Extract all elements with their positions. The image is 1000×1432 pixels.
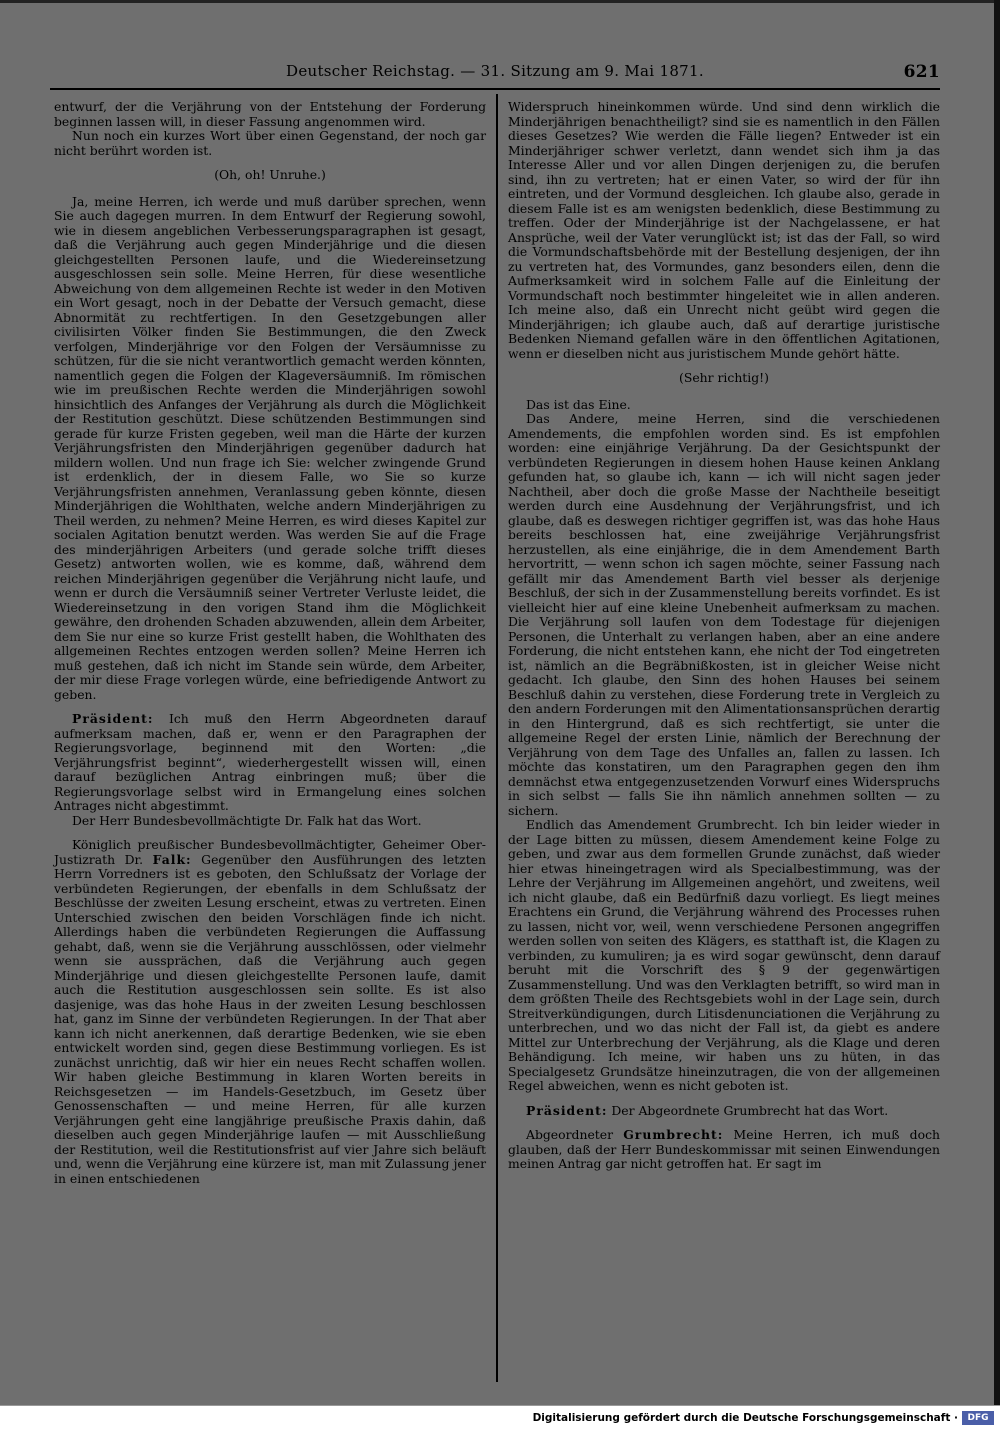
paragraph-text: Gegenüber den Ausführungen des letzten Herrn Vorredners ist es geboten, den Schlußsatz der Vorlage der verbündeten Regierungen, der ebenfalls in dem Schlußsatz der Beschlüsse der zweiten Lesung erscheint, etwas zu vertreten. Einen Unterschied zwischen den beiden Vorschlägen finde ich nicht. Allerdings haben die verbündeten Regierungen die Auffassung gehabt, daß, wenn sie die Verjährung ausschlössen, oder vielmehr wenn sie aussprächen, daß die Verjährung auch gegen Minderjährige und diesen gleichgestellte Personen laufe, damit auch die Restitution ausgeschlossen sein sollte. Es ist also dasjenige, was das hohe Haus in der zweiten Lesung beschlossen hat, ganz im Sinne der verbündeten Regierungen. In der That aber kann ich nicht anerkennen, daß derartige Bedenken, wie sie eben entwickelt worden sind, gegen diese Bestimmung vorliegen. Es ist zunächst unrichtig, daß wir hier ein neues Recht schaffen wollen. Wir haben gleiche Bestimmung in klaren Worten bereits in Reichsgesetzen — im Handels-Gesetzbuch, im Gesetz über Genossenschaften — und meine Herren, für alle kurzen Verjährungen geht eine langjährige preußische Praxis dahin, daß dieselben auch gegen Minderjährige laufen — mit Ausschließung der Restitution, weil die Restitutionsfrist auf vier Jahre sich beläuft und, wenn die Verjährung eine kürzere ist, man mit Zulassung jener in einen entschiedenen	[54, 851, 486, 1186]
paragraph-text: entwurf, der die Verjährung von der Entstehung der Forderung beginnen lassen will, in dieser Fassung angenommen wird.	[54, 99, 486, 129]
paragraph	[508, 1128, 940, 1172]
header-rule	[50, 88, 940, 90]
paragraph-text: Der Abgeordnete Grumbrecht hat das Wort.	[607, 1102, 889, 1118]
paragraph-text: Endlich das Amendement Grumbrecht. Ich bin leider wieder in der Lage bitten zu müssen, diesem Amendement keine Folge zu geben, und zwar aus dem formellen Grunde zunächst, daß wieder hier etwas hineingetragen wird als Specialbestimmung, was der Lehre der Verjährung im Allgemeinen angehört, und zweitens, weil ich nicht glaube, daß ein Bedürfniß dazu vorliegt. Es liegt meines Erachtens ein Grund, die Verjährung während des Processes ruhen zu lassen, nicht vor, weil, wenn verschiedene Personen angegriffen werden sollen von seiten des Klägers, es statthaft ist, die Klagen zu verbinden, zu kumuliren; ja es wird sogar gewünscht, denn darauf beruht mit die Vorschrift des § 9 der gegenwärtigen Zusammenstellung. Und was den Verklagten betrifft, so wird man in dem größten Theile des Rechtsgebiets wohl in der Lage sein, durch Streitverkündigungen, durch Litisdenunciationen die Verjährung zu unterbrechen, und wo das nicht der Fall ist, da giebt es andere Mittel zur Unterbrechung der Verjährung, als die Klage und deren Behändigung. Ich meine, wir haben uns zu hüten, in das Specialgesetz Grundsätze hineinzutragen, die von der allgemeinen Regel abweichen, wenn es nicht geboten ist.	[508, 817, 940, 1093]
paragraph-text: Nun noch ein kurzes Wort über einen Gegenstand, der noch gar nicht berührt worden ist.	[54, 128, 486, 158]
paragraph	[508, 371, 940, 386]
paragraph	[54, 838, 486, 1186]
paragraph	[54, 195, 486, 703]
paragraph-text: (Sehr richtig!)	[679, 370, 769, 385]
funding-credit: Digitalisierung gefördert durch die Deutsche Forschungsgemeinschaft ·	[532, 1412, 958, 1424]
paragraph	[54, 814, 486, 829]
speaker-name: Falk:	[152, 851, 192, 867]
paragraph	[508, 1104, 940, 1119]
running-title: Deutscher Reichstag. — 31. Sitzung am 9. Mai 1871.	[286, 62, 704, 80]
paragraph	[54, 100, 486, 129]
paragraph	[508, 818, 940, 1094]
speaker-name: Präsident:	[72, 711, 154, 726]
paragraph-text: Königlich preußischer Bundesbevollmächtigter, Geheimer Ober-Justizrath Dr.	[54, 837, 486, 867]
footer-bar	[0, 1405, 1000, 1432]
paragraph-text: (Oh, oh! Unruhe.)	[214, 167, 326, 182]
paragraph	[508, 398, 940, 413]
scan-edge-right	[994, 0, 1000, 1432]
paragraph-text: Meine Herren, ich muß doch glauben, daß der Herr Bundeskommissar mit seinen Einwendungen meinen Antrag gar nicht getroffen hat. Er sagt im	[508, 1127, 940, 1171]
paragraph-text: Der Herr Bundesbevollmächtigte Dr. Falk hat das Wort.	[72, 812, 422, 828]
paragraph	[508, 412, 940, 818]
paragraph-text: Ja, meine Herren, ich werde und muß darüber sprechen, wenn Sie auch dagegen murren. In dem Entwurf der Regierung sowohl, wie in diesem angeblichen Verbesserungsparagraphen ist gesagt, daß die Verjährung auch gegen Minderjährige und die diesen gleichgestellten Personen laufe, und die Wiedereinsetzung ausgeschlossen sein solle. Meine Herren, für diese wesentliche Abweichung von dem allgemeinen Rechte ist weder in den Motiven ein Wort gesagt, noch in der Debatte der Versuch gemacht, diese Abnormität zu rechtfertigen. In den Gesetzgebungen aller civilisirten Völker finden Sie Bestimmungen, die den Zweck verfolgen, Minderjährige vor den Folgen der Versäumnisse zu schützen, für die sie nicht verantwortlich gemacht werden könnten, namentlich gegen die Folgen der Klageversäumniß. Im römischen wie im preußischen Rechte werden die Minderjährigen sowohl hinsichtlich des Anfanges der Verjährung als durch die Möglichkeit der Restitution geschützt. Diese schützenden Bestimmungen sind gerade für kurze Fristen gegeben, weil man die Härte der kurzen Verjährungsfristen den Minderjährigen gegenüber dadurch hat mildern wollen. Und nun frage ich Sie: welcher zwingende Grund ist erdenklich, der in diesem Falle, wo Sie so kurze Verjährungsfristen annehmen, Veranlassung geben könnte, diesen Minderjährigen die Wohlthaten, welche andern Minderjährigen zu Theil werden, zu nehmen? Meine Herren, es wird dieses Kapitel zur socialen Agitation benutzt werden. Was werden Sie auf die Frage des minderjährigen Arbeiters (und gerade solche trifft dieses Gesetz) antworten wollen, wie es komme, daß, während dem reichen Minderjährigen gegenüber die Verjährung nicht laufe, und wenn er durch die Versäumniß seiner Vertreter Verluste leidet, die Wiedereinsetzung in den vorigen Stand ihm die Möglichkeit gewähre, den drohenden Schaden abzuwenden, allein dem Arbeiter, dem Sie nur eine so kurze Frist gestellt haben, die Wohlthaten des allgemeinen Rechtes entzogen werden sollen? Meine Herren ich muß gestehen, daß ich nicht im Stande sein würde, dem Arbeiter, der mir diese Frage vorlegen würde, eine befriedigende Antwort zu geben.	[54, 193, 486, 702]
right-column	[508, 100, 940, 1172]
paragraph-text: Das ist das Eine.	[526, 396, 631, 412]
column-divider	[496, 94, 498, 1382]
dfg-logo: DFG	[962, 1411, 994, 1425]
paragraph	[54, 712, 486, 814]
paragraph	[54, 168, 486, 183]
scan-edge-top	[0, 0, 1000, 3]
speaker-name: Grumbrecht:	[623, 1127, 724, 1142]
paragraph	[54, 129, 486, 158]
paragraph	[508, 100, 940, 361]
page-number: 621	[903, 62, 940, 82]
paragraph-text: Abgeordneter	[526, 1127, 624, 1142]
left-column	[54, 100, 486, 1186]
speaker-name: Präsident:	[526, 1102, 608, 1118]
paragraph-text: Widerspruch hineinkommen würde. Und sind denn wirklich die Minderjährigen benachtheiligt? sind sie es namentlich in den Fällen dieses Gesetzes? Wie werden die Fälle liegen? Entweder ist ein Minderjähriger schwer verletzt, dann wendet sich ihm ja das Interesse Aller und vor allen Dingen derjenigen zu, die berufen sind, ihn zu vertreten; hat er einen Vater, so wird der für ihn eintreten, und der Vormund desgleichen. Ich glaube also, gerade in diesem Falle ist es am wenigsten bedenklich, diese Bestimmung zu treffen. Oder der Minderjährige ist der Nachgelassene, er hat Ansprüche, weil der Vater verunglückt ist; ist das der Fall, so wird die Vormundschaftsbehörde mit der Bestellung desjenigen, der ihn zu vertreten hat, des Vormundes, ganz besonders eilen, denn die Aufmerksamkeit wird in solchem Falle auf die Einleitung der Vormundschaft noch bestimmter hingeleitet wie in allen anderen. Ich meine also, daß ein Unrecht nicht geübt wird gegen die Minderjährigen; ich glaube auch, daß auf derartige juristische Bedenken Niemand gefallen wäre in den öffentlichen Agitationen, wenn er dieselben nicht aus juristischem Munde gehört hätte.	[508, 99, 940, 361]
paragraph-text: Das Andere, meine Herren, sind die verschiedenen Amendements, die empfohlen worden sind. Es ist empfohlen worden: eine einjährige Verjährung. Da der Gesichtspunkt der verbündeten Regierungen in diesem hohen Hause keinen Anklang gefunden hat, so glaube ich, kann — ich will nicht sagen jeder Nachtheil, aber doch die große Masse der Nachtheile beseitigt werden durch eine Ausdehnung der Verjährungsfrist, und ich glaube, daß es deswegen richtiger gegriffen ist, was das hohe Haus bereits beschlossen hat, eine zweijährige Verjährungsfrist herzustellen, als eine einjährige, die in dem Amendement Barth hervortritt, — wenn schon ich sagen möchte, seiner Fassung nach gefällt mir das Amendement Barth viel besser als derjenige Beschluß, der sich in der Zusammenstellung bereits vorfindet. Es ist vielleicht hier auf eine kleine Unebenheit aufmerksam zu machen. Die Verjährung soll laufen von dem Todestage für diejenigen Personen, die Unterhalt zu verlangen haben, aber an eine andere Forderung, die nicht entstehen kann, ehe nicht der Tod eingetreten ist, nämlich an die Begräbnißkosten, ist in gleicher Weise nicht gedacht. Ich glaube, den Sinn des hohen Hauses bei seinem Beschluß dahin zu verstehen, diese Forderung trete in Vergleich zu den andern Forderungen mit den Alimentationsansprüchen derartig in den Hintergrund, daß es sich rechtfertigt, sie unter die allgemeine Regel der ersten Linie, nämlich der Berechnung der Verjährung von dem Tage des Unfalles an, fallen zu lassen. Ich möchte das konstatiren, um den Paragraphen gegen den ihm demnächst etwa entgegenzusetzenden Vorwurf eines Widerspruchs in sich selbst — falls Sie ihn nämlich annehmen sollten — zu sichern.	[508, 411, 940, 818]
paragraph-text: Ich muß den Herrn Abgeordneten darauf aufmerksam machen, daß er, wenn er den Paragraphen der Regierungsvorlage, beginnend mit den Worten: „die Verjährungsfrist beginnt“, wiederhergestellt wissen will, einen darauf bezüglichen Antrag einbringen muß; über die Regierungsvorlage selbst wird in Ermangelung eines solchen Antrages nicht abgestimmt.	[54, 711, 486, 813]
page-header	[50, 62, 940, 86]
